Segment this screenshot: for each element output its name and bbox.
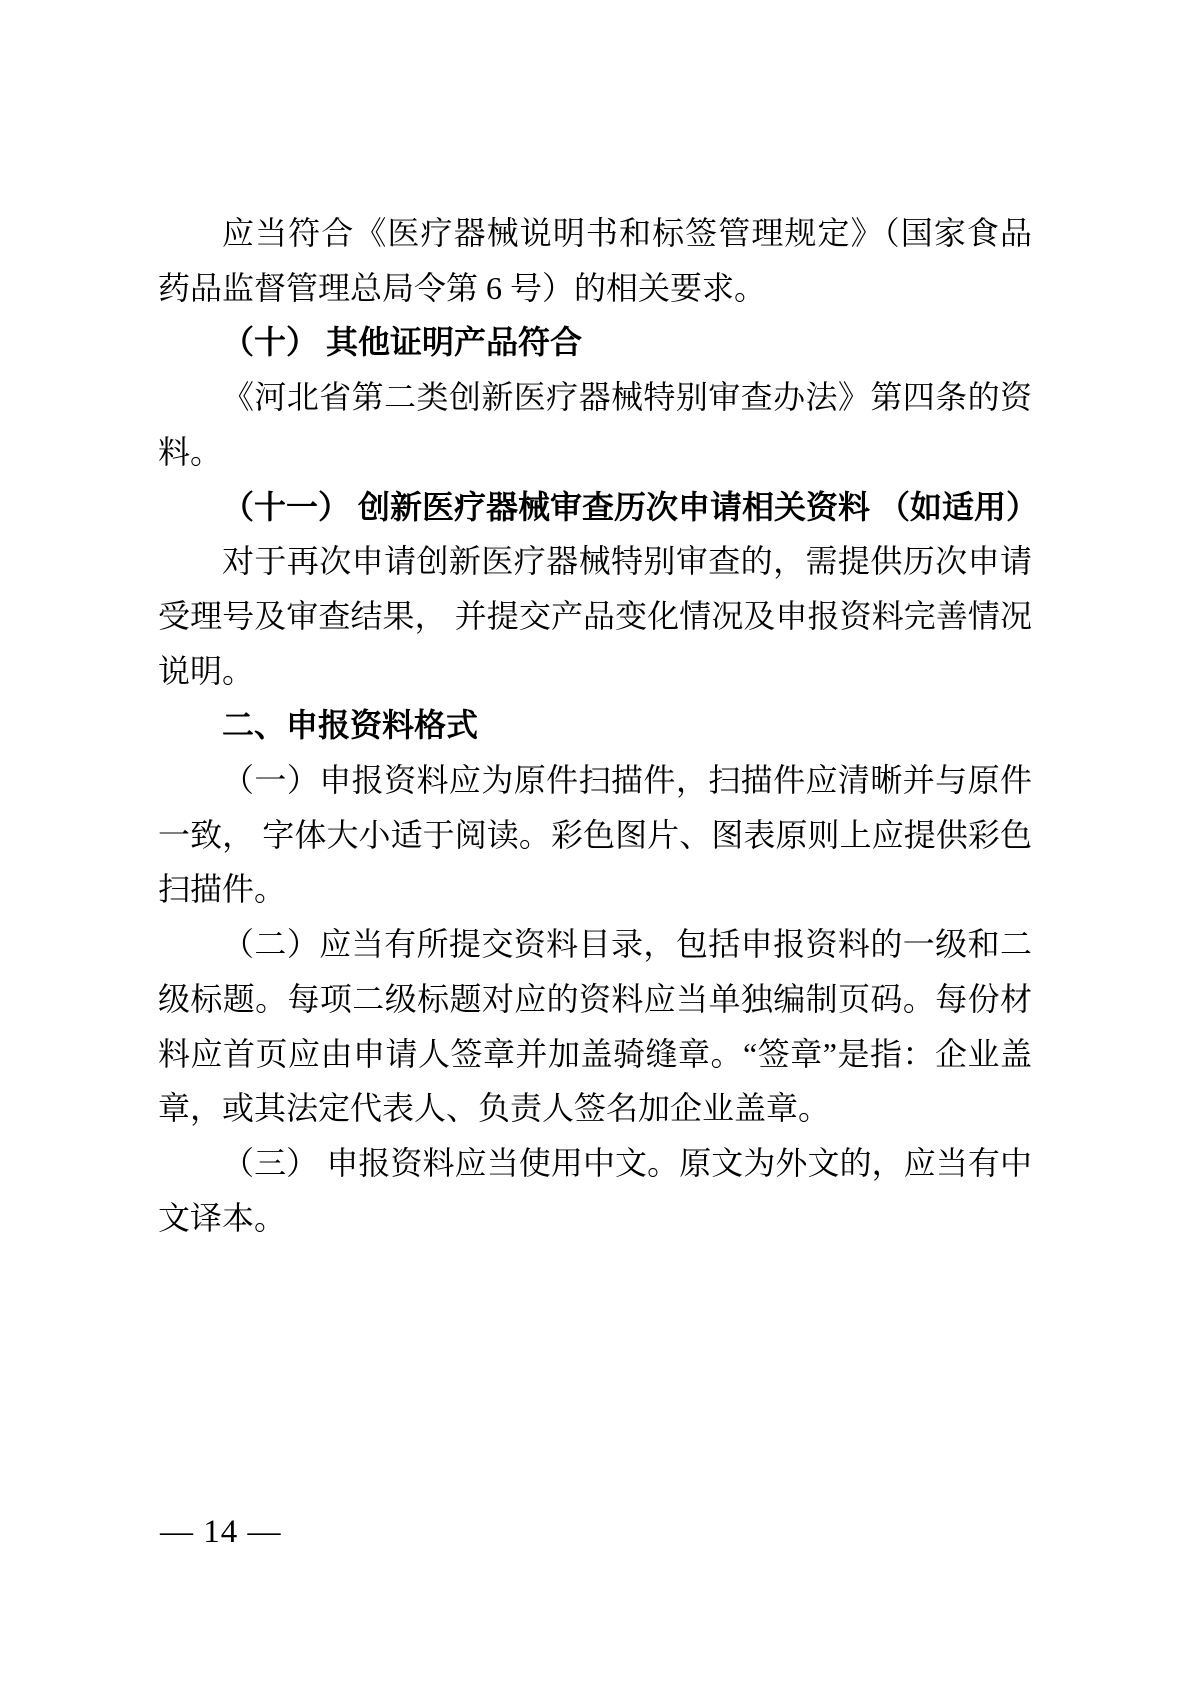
sub-heading: （十） 其他证明产品符合 xyxy=(222,324,583,361)
body-paragraph: （三） 申报资料应当使用中文。原文为外文的，应当有中文译本。 xyxy=(158,1144,1032,1236)
body-paragraph: （二）应当有所提交资料目录，包括申报资料的一级和二级标题。每项二级标题对应的资料应当单独编制页码。每份材料应首页应由申请人签章并加盖骑缝章。“签章”是指：企业盖章，或其法定代表人、负责人签名加企业盖章。 xyxy=(158,926,1032,1127)
body-paragraph: （一）申报资料应为原件扫描件，扫描件应清晰并与原件一致， 字体大小适于阅读。彩色图片、图表原则上应提供彩色扫描件。 xyxy=(158,762,1032,908)
body-paragraph: 《河北省第二类创新医疗器械特别审查办法》第四条的资料。 xyxy=(158,379,1032,470)
page-number: — 14 — xyxy=(160,1514,282,1550)
document-body xyxy=(158,206,1039,1245)
sub-heading: （十一） 创新医疗器械审查历次申请相关资料 （如适用） xyxy=(222,488,1039,525)
body-paragraph: 应当符合《医疗器械说明书和标签管理规定》（国家食品药品监督管理总局令第 6 号）的相关要求。 xyxy=(158,215,1032,306)
body-paragraph: 对于再次申请创新医疗器械特别审查的，需提供历次申请受理号及审查结果， 并提交产品变化情况及申报资料完善情况说明。 xyxy=(158,543,1032,689)
section-heading: 二、申报资料格式 xyxy=(222,707,479,744)
